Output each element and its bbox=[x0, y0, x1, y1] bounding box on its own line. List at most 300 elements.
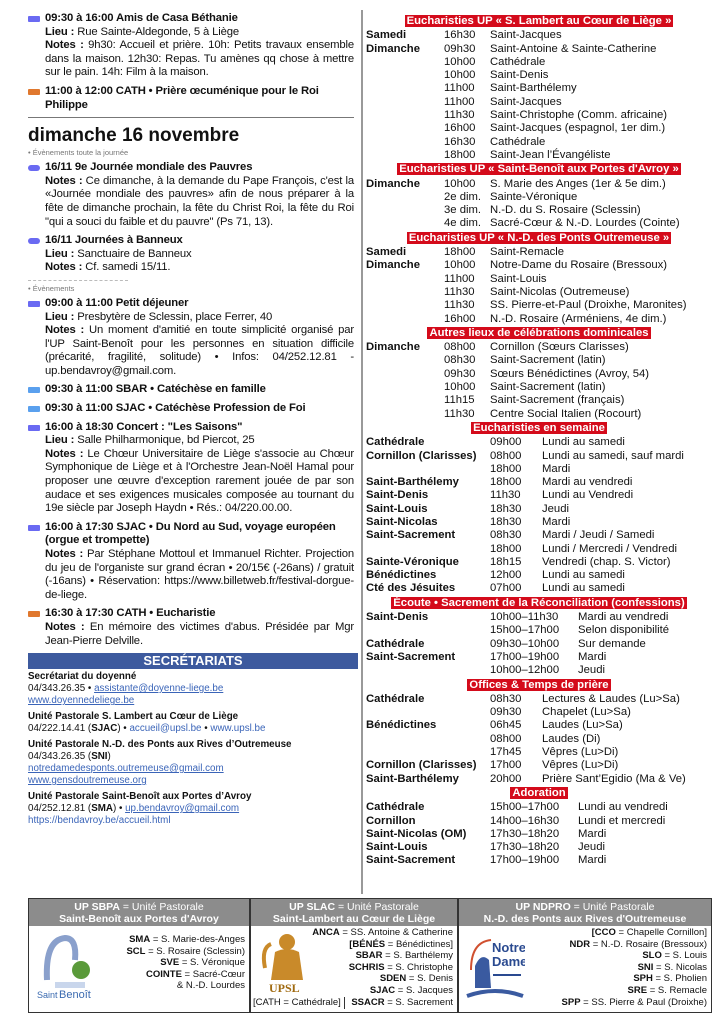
schedule-row bbox=[366, 693, 712, 706]
schedule-place: Bénédictines bbox=[366, 569, 437, 582]
abbr-meaning: = S. Barthélemy bbox=[382, 950, 453, 962]
detail-text: Presbytère de Sclessin, place Ferrer, 40 bbox=[74, 310, 273, 323]
abbr-meaning: = S. Nicolas bbox=[653, 961, 707, 973]
legend-item bbox=[562, 939, 707, 951]
detail-label: Lieu : bbox=[45, 25, 75, 38]
schedule-row bbox=[366, 638, 712, 651]
schedule-time: 09h00 bbox=[490, 436, 522, 449]
calendar-color-marker bbox=[28, 89, 40, 95]
event-title: 09:30 à 16:00 Amis de Casa Béthanie bbox=[45, 12, 238, 24]
schedule-time: 18h30 bbox=[490, 515, 522, 528]
legend-box bbox=[28, 898, 250, 1013]
schedule-row bbox=[366, 706, 712, 719]
schedule-header bbox=[366, 232, 712, 245]
schedule-time: 16h00 bbox=[444, 312, 476, 325]
abbr-meaning: = SS. Pierre & Paul (Droixhe) bbox=[580, 996, 707, 1008]
event-detail bbox=[45, 548, 354, 602]
legend-item bbox=[126, 969, 245, 981]
legend-abbr: UP SLAC bbox=[289, 901, 336, 913]
contact-link[interactable]: www.doyennedeliege.be bbox=[28, 695, 135, 707]
schedule-detail: Saint-Sacrement (latin) bbox=[490, 381, 606, 394]
schedule-place: Cathédrale bbox=[366, 692, 425, 705]
abbr-code: SPP bbox=[561, 996, 581, 1008]
detail-label: Lieu : bbox=[45, 310, 75, 323]
legend-box bbox=[458, 898, 712, 1013]
schedule-row bbox=[366, 109, 712, 122]
contact-link[interactable]: https://bendavroy.be/accueil.html bbox=[28, 815, 171, 827]
schedule-row bbox=[366, 354, 712, 367]
schedule-time: 10h00–12h00 bbox=[490, 664, 560, 677]
event-detail bbox=[45, 434, 354, 448]
schedule-place bbox=[366, 204, 444, 217]
agenda-column bbox=[28, 12, 354, 831]
schedule-detail: Saint-Nicolas (Outremeuse) bbox=[490, 285, 630, 298]
schedule-time: 15h00–17h00 bbox=[490, 624, 560, 637]
schedule-place bbox=[366, 706, 490, 719]
legend-item bbox=[126, 934, 245, 946]
schedule-row bbox=[366, 56, 712, 69]
event-title: 16:30 à 17:30 CATH • Eucharistie bbox=[45, 607, 216, 620]
abbr-meaning: = S. Rosaire (Sclessin) bbox=[145, 945, 245, 957]
schedule-time: 08h30 bbox=[444, 354, 476, 367]
schedule-detail: N.-D. Rosaire (Arméniens, 4e dim.) bbox=[490, 312, 667, 325]
schedule-place bbox=[366, 96, 444, 109]
abbr-code: SDEN bbox=[379, 973, 407, 985]
schedule-detail: SS. Pierre-et-Paul (Droixhe, Maronites) bbox=[490, 299, 687, 312]
schedule-time: 10h00 bbox=[444, 381, 476, 394]
detail-label: Lieu : bbox=[45, 247, 75, 260]
secretariat-heading: Secrétariat du doyenné bbox=[28, 671, 137, 683]
schedule-time: 09h30 bbox=[444, 42, 476, 55]
event-item[interactable] bbox=[28, 12, 354, 80]
schedule-section bbox=[366, 787, 712, 868]
detail-text: Sanctuaire de Banneux bbox=[74, 247, 192, 260]
schedule-row bbox=[366, 841, 712, 854]
event-item[interactable] bbox=[28, 85, 354, 112]
legend-extra: [CATH = Cathédrale] bbox=[253, 997, 345, 1009]
event-title: 09:00 à 11:00 Petit déjeuner bbox=[45, 296, 189, 309]
schedule-place: Bénédictines bbox=[366, 719, 437, 732]
divider bbox=[28, 117, 354, 118]
schedule-place: Dimanche bbox=[366, 42, 420, 55]
event-item[interactable] bbox=[28, 421, 354, 516]
schedule-detail: Chapelet (Lu>Sa) bbox=[542, 706, 631, 719]
schedule-place bbox=[366, 313, 444, 326]
schedule-row bbox=[366, 394, 712, 407]
schedule-detail: Mardi bbox=[578, 650, 607, 663]
schedule-time: 08h00 bbox=[490, 732, 522, 745]
contact-line bbox=[28, 695, 354, 707]
schedule-row bbox=[366, 381, 712, 394]
abbr-meaning: = S. Pholien bbox=[652, 973, 707, 985]
secretariat-block bbox=[28, 739, 354, 787]
secretariat-block bbox=[28, 791, 354, 827]
schedule-time: 17h30–18h20 bbox=[490, 827, 560, 840]
schedule-place bbox=[366, 122, 444, 135]
schedule-place: Cornillon bbox=[366, 814, 416, 827]
contact-link[interactable]: assistante@doyenne-liege.be bbox=[94, 683, 224, 695]
schedule-time: 10h00–11h30 bbox=[490, 611, 559, 624]
schedule-row bbox=[366, 204, 712, 217]
legend-item bbox=[312, 985, 453, 997]
schedule-detail: Lectures & Laudes (Lu>Sa) bbox=[542, 692, 680, 705]
svg-text:Benoît: Benoît bbox=[59, 989, 91, 1001]
contact-text: ) • bbox=[112, 803, 126, 815]
legend-name: N.-D. des Ponts aux Rives d'Outremeuse bbox=[483, 913, 687, 925]
schedule-time: 11h15 bbox=[444, 394, 475, 407]
schedule-time: 08h00 bbox=[444, 341, 476, 354]
contact-link[interactable]: up.bendavroy@gmail.com bbox=[125, 803, 240, 815]
schedule-row bbox=[366, 450, 712, 463]
schedule-row bbox=[366, 43, 712, 56]
event-list bbox=[28, 12, 354, 112]
schedule-row bbox=[366, 746, 712, 759]
schedule-detail: Saint-Sacrement (français) bbox=[490, 394, 625, 407]
schedule-time: 10h00 bbox=[444, 55, 476, 68]
schedule-time: 16h00 bbox=[444, 122, 476, 135]
schedules-column bbox=[366, 14, 712, 869]
event-detail bbox=[45, 261, 354, 275]
contact-line bbox=[28, 815, 354, 827]
schedule-time: 14h00–16h30 bbox=[490, 814, 560, 827]
contact-line bbox=[28, 775, 354, 787]
legend-item bbox=[562, 985, 707, 997]
legend-item bbox=[126, 980, 245, 992]
schedule-detail: Lundi au Vendredi bbox=[542, 489, 634, 502]
detail-text: En mémoire des victimes d'abus. Présidée par Mgr Jean-Pierre Delville. bbox=[45, 620, 354, 647]
abbr-code: SBAR bbox=[355, 950, 383, 962]
schedule-detail: Lundi / Mercredi / Vendredi bbox=[542, 542, 678, 555]
unit-logo bbox=[257, 930, 317, 994]
schedule-place: Cornillon (Clarisses) bbox=[366, 449, 477, 462]
schedule-detail: Saint-Jacques bbox=[490, 95, 562, 108]
schedule-place bbox=[366, 354, 444, 367]
abbr-code: COINTE bbox=[146, 968, 182, 980]
calendar-color-marker bbox=[28, 387, 40, 393]
schedule-detail: Saint-Jacques bbox=[490, 29, 562, 42]
detail-label: Notes : bbox=[45, 174, 83, 187]
divider bbox=[28, 280, 128, 281]
detail-text: 9h30: Accueil et prière. 10h: Petits travaux ensemble dans la maison. 12h30: Repas. Tu amènes qq chose à mettre sur le pain. 14h: Film à la maison. bbox=[45, 39, 354, 79]
schedule-time: 11h30 bbox=[444, 285, 475, 298]
event-detail bbox=[45, 175, 354, 229]
detail-label: Notes : bbox=[45, 548, 84, 560]
schedule-time: 11h00 bbox=[444, 272, 475, 285]
legend-item bbox=[312, 939, 453, 951]
schedule-section bbox=[366, 15, 712, 162]
abbr-code: SMA bbox=[129, 934, 151, 945]
schedule-detail: Cathédrale bbox=[490, 55, 546, 68]
schedule-row bbox=[366, 273, 712, 286]
schedule-detail: Cathédrale bbox=[490, 135, 546, 148]
legend-body bbox=[251, 926, 457, 1012]
schedule-row bbox=[366, 463, 712, 476]
schedule-row bbox=[366, 122, 712, 135]
legend-abbr: UP SBPA bbox=[74, 901, 120, 913]
schedule-row bbox=[366, 582, 712, 595]
legend-item bbox=[312, 927, 453, 939]
schedule-header bbox=[366, 597, 712, 610]
contact-code: SMA bbox=[91, 803, 113, 815]
schedule-time: 11h00 bbox=[444, 95, 475, 108]
contact-text: ) • bbox=[117, 723, 130, 735]
calendar-color-marker bbox=[28, 611, 40, 617]
abbr-code: SCHRIS bbox=[348, 961, 385, 973]
schedule-detail: Vendredi (chap. S. Victor) bbox=[542, 555, 671, 568]
detail-label: Notes : bbox=[45, 447, 84, 460]
abbr-meaning: = S. Denis bbox=[406, 973, 453, 985]
events-label: • Évènements bbox=[28, 283, 75, 293]
schedule-time: 06h45 bbox=[490, 719, 522, 732]
schedule-place bbox=[366, 299, 444, 312]
schedule-time: 11h30 bbox=[444, 109, 475, 122]
schedule-row bbox=[366, 69, 712, 82]
event-list bbox=[28, 297, 354, 648]
schedule-place bbox=[366, 82, 444, 95]
legend-items bbox=[126, 934, 245, 992]
detail-text: Le Chœur Universitaire de Liège s'associe au Chœur Symphonique de Liège et à l'Orchestre Jean-Noël Hamal pour proposer une œuvre d'exception rarement jouée de par son audace et ses exigences musicales composée au tournant du 19e siècle par Joseph Haydn • Rés.: 04/220.00.00. bbox=[45, 447, 354, 515]
contact-link[interactable]: notredamedesponts.outremeuse@gmail.com bbox=[28, 763, 224, 775]
schedule-row bbox=[366, 136, 712, 149]
schedule-row bbox=[366, 815, 712, 828]
legend-item bbox=[312, 962, 453, 974]
schedule-time: 3e dim. bbox=[444, 204, 482, 217]
detail-label: Notes : bbox=[45, 261, 83, 274]
legend-body bbox=[29, 926, 249, 1012]
legend-name: Saint-Lambert au Cœur de Liège bbox=[272, 913, 436, 925]
schedule-place bbox=[366, 408, 444, 421]
unit-logo bbox=[465, 930, 525, 994]
contact-text: 04/343.26.35 ( bbox=[28, 751, 92, 763]
schedule-row bbox=[366, 149, 712, 162]
schedule-row bbox=[366, 828, 712, 841]
schedule-place bbox=[366, 624, 490, 637]
event-title: 16/11 Journées à Banneux bbox=[45, 234, 183, 247]
schedule-time: 17h00–19h00 bbox=[490, 854, 560, 867]
schedule-place: Cté des Jésuites bbox=[366, 582, 456, 595]
event-title: 16/11 9e Journée mondiale des Pauvres bbox=[45, 161, 253, 174]
event-title: 16:00 à 17:30 SJAC • Du Nord au Sud, voyage européen (orgue et trompette) bbox=[45, 520, 336, 547]
schedule-place bbox=[366, 286, 444, 299]
legend-abbr: UP NDPRO bbox=[515, 901, 571, 913]
schedule-place: Saint-Nicolas (OM) bbox=[366, 827, 467, 840]
calendar-color-marker bbox=[28, 301, 40, 307]
schedule-place bbox=[366, 191, 444, 204]
schedule-detail: Jeudi bbox=[542, 502, 570, 515]
event-item[interactable] bbox=[28, 521, 354, 603]
contact-text: ) bbox=[107, 751, 111, 763]
event-item[interactable] bbox=[28, 607, 354, 648]
schedule-row bbox=[366, 516, 712, 529]
schedule-place bbox=[366, 543, 490, 556]
contact-line bbox=[28, 751, 354, 763]
schedule-detail: Saint-Jean l’Évangéliste bbox=[490, 148, 611, 161]
event-item[interactable] bbox=[28, 297, 354, 379]
schedule-row bbox=[366, 801, 712, 814]
abbr-meaning: = Chapelle Cornillon] bbox=[615, 927, 707, 938]
schedule-title: Eucharisties en semaine bbox=[473, 421, 605, 434]
legend-item bbox=[312, 973, 453, 985]
schedule-row bbox=[366, 611, 712, 624]
schedule-row bbox=[366, 489, 712, 502]
schedule-place bbox=[366, 733, 490, 746]
schedule-time: 15h00–17h00 bbox=[490, 801, 560, 814]
schedule-row bbox=[366, 436, 712, 449]
schedule-row bbox=[366, 368, 712, 381]
abbr-meaning: = S. Marie-des-Anges bbox=[150, 934, 245, 945]
schedule-place bbox=[366, 463, 490, 476]
schedule-time: 11h00 bbox=[444, 82, 475, 95]
legend-item bbox=[126, 957, 245, 969]
legend-header bbox=[459, 899, 711, 926]
event-detail bbox=[45, 26, 354, 40]
contact-text: 04/252.12.81 ( bbox=[28, 803, 92, 815]
schedule-time: 08h30 bbox=[490, 692, 522, 705]
schedule-place bbox=[366, 217, 444, 230]
legend-eq: = Unité Pastorale bbox=[335, 901, 419, 913]
schedule-detail: Saint-Jacques (espagnol, 1er dim.) bbox=[490, 122, 666, 135]
schedule-section bbox=[366, 327, 712, 421]
legend-item bbox=[562, 950, 707, 962]
detail-text: Par Stéphane Mottoul et Immanuel Richter. Projection du jeu de l'organiste sur grand écran • 20/15€ (-26ans) / gratuit (-16ans) • Réservation: https://www.billetweb.fr/festival-dorgue-de-liege. bbox=[45, 548, 354, 601]
unit-logo bbox=[35, 930, 95, 1001]
schedule-time: 11h30 bbox=[444, 299, 475, 312]
schedule-place: Samedi bbox=[366, 246, 407, 259]
schedule-place bbox=[366, 136, 444, 149]
secretariat-block bbox=[28, 711, 354, 735]
schedule-place: Dimanche bbox=[366, 259, 420, 272]
abbr-code: SRE bbox=[627, 984, 648, 996]
abbr-code: SJAC bbox=[369, 984, 396, 996]
contact-link[interactable]: accueil@upsl.be bbox=[129, 723, 202, 735]
detail-text: Un moment d'amitié en toute simplicité organisé par l'UP Saint-Benoît pour les personnes en situation difficile (précarité, fragilité, solitude) • Infos: 04/252.12.81 - up.bendavroy@gmail.com. bbox=[45, 324, 354, 377]
event-title: 11:00 à 12:00 CATH • Prière œcuménique pour le Roi Philippe bbox=[45, 84, 319, 111]
schedule-place: Saint-Sacrement bbox=[366, 854, 456, 867]
schedule-row bbox=[366, 96, 712, 109]
schedule-section bbox=[366, 679, 712, 786]
schedule-detail: Lundi au samedi bbox=[542, 436, 625, 449]
contact-link[interactable]: www.gensdoutremeuse.org bbox=[28, 775, 147, 787]
detail-label: Notes : bbox=[45, 620, 85, 633]
schedule-section bbox=[366, 163, 712, 230]
schedule-title: Offices & Temps de prière bbox=[469, 678, 609, 691]
detail-label: Notes : bbox=[45, 39, 84, 52]
schedule-place: Cornillon (Clarisses) bbox=[366, 759, 477, 772]
event-item[interactable] bbox=[28, 234, 354, 275]
column-divider bbox=[361, 10, 363, 894]
event-item[interactable] bbox=[28, 161, 354, 229]
schedule-place: Saint-Denis bbox=[366, 489, 429, 502]
schedule-row bbox=[366, 733, 712, 746]
abbr-meaning: = S. Louis bbox=[661, 950, 707, 962]
schedule-place bbox=[366, 746, 490, 759]
abbr-meaning: = S. Remacle bbox=[647, 984, 707, 996]
abbr-meaning: = S. Véronique bbox=[179, 957, 245, 969]
legend-item bbox=[126, 946, 245, 958]
schedule-detail: Lundi au vendredi bbox=[578, 801, 668, 814]
schedule-row bbox=[366, 259, 712, 272]
schedule-detail: Saint-Denis bbox=[490, 69, 549, 82]
schedule-time: 20h00 bbox=[490, 772, 522, 785]
schedule-time: 11h30 bbox=[490, 489, 521, 502]
schedule-time: 12h00 bbox=[490, 569, 522, 582]
event-detail bbox=[45, 39, 354, 80]
schedule-detail: Laudes (Di) bbox=[542, 732, 601, 745]
svg-text:UPSL: UPSL bbox=[269, 981, 300, 994]
schedule-row bbox=[366, 651, 712, 664]
schedule-place: Saint-Nicolas bbox=[366, 515, 438, 528]
schedule-section bbox=[366, 232, 712, 326]
schedule-time: 18h15 bbox=[490, 555, 522, 568]
schedule-time: 16h30 bbox=[444, 135, 476, 148]
schedule-detail: Mardi bbox=[542, 515, 571, 528]
legend-item bbox=[562, 962, 707, 974]
abbr-code: ANCA bbox=[312, 927, 340, 938]
schedule-row bbox=[366, 178, 712, 191]
schedule-detail: Saint-Antoine & Sainte-Catherine bbox=[490, 42, 657, 55]
event-title: 09:30 à 11:00 SBAR • Catéchèse en famille bbox=[45, 383, 266, 396]
abbr-code: SSACR bbox=[351, 996, 385, 1008]
schedule-header bbox=[366, 679, 712, 692]
schedule-detail: Mardi bbox=[542, 462, 571, 475]
schedule-row bbox=[366, 556, 712, 569]
schedule-title: Eucharisties UP « Saint-Benoît aux Portes d'Avroy » bbox=[399, 163, 679, 176]
schedule-detail: Mardi au vendredi bbox=[542, 476, 633, 489]
schedule-row bbox=[366, 246, 712, 259]
schedule-section bbox=[366, 597, 712, 678]
schedule-time: 10h00 bbox=[444, 69, 476, 82]
detail-text: Ce dimanche, à la demande du Pape François, c'est la «Journée mondiale des pauvres» afin de nous préparer à la fête de dimanche prochain, la fête du Christ Roi, la fête du Roi "qui a souci du faible et du pauvre" (Ps 71, 13). bbox=[45, 174, 354, 228]
schedule-section bbox=[366, 422, 712, 596]
schedule-detail: Centre Social Italien (Rocourt) bbox=[490, 407, 642, 420]
schedule-detail: Saint-Christophe (Comm. africaine) bbox=[490, 109, 668, 122]
event-item[interactable] bbox=[28, 383, 354, 397]
schedule-detail: Cornillon (Sœurs Clarisses) bbox=[490, 341, 629, 354]
schedule-row bbox=[366, 191, 712, 204]
abbr-meaning: & N.-D. Lourdes bbox=[176, 980, 245, 992]
contact-link[interactable]: www.upsl.be bbox=[210, 723, 266, 735]
contact-code: SJAC bbox=[91, 723, 118, 735]
abbr-meaning: = Bénédictines] bbox=[385, 938, 453, 950]
schedule-row bbox=[366, 82, 712, 95]
schedule-time: 18h00 bbox=[490, 462, 522, 475]
schedule-detail: Vêpres (Lu>Di) bbox=[542, 746, 619, 759]
contact-text: • bbox=[201, 723, 211, 735]
schedule-detail: Lundi au samedi bbox=[542, 582, 625, 595]
schedule-time: 09h30–10h00 bbox=[490, 637, 560, 650]
schedule-place: Saint-Sacrement bbox=[366, 529, 456, 542]
calendar-color-marker bbox=[28, 165, 40, 171]
schedule-detail: Sacré-Cœur & N.-D. Lourdes (Cointe) bbox=[490, 217, 680, 230]
detail-text: Rue Sainte-Aldegonde, 5 à Liège bbox=[74, 25, 240, 38]
schedule-time: 09h30 bbox=[444, 367, 476, 380]
schedule-detail: Jeudi bbox=[578, 664, 606, 677]
event-item[interactable] bbox=[28, 402, 354, 416]
legend-item bbox=[562, 997, 707, 1009]
schedule-title: Autres lieux de célébrations dominicales bbox=[429, 326, 649, 339]
legend-item bbox=[562, 973, 707, 985]
schedule-time: 10h00 bbox=[444, 259, 476, 272]
schedule-place: Saint-Louis bbox=[366, 502, 428, 515]
event-title: 09:30 à 11:00 SJAC • Catéchèse Profession de Foi bbox=[45, 402, 306, 415]
detail-label: Lieu : bbox=[45, 434, 75, 447]
svg-text:Saint: Saint bbox=[37, 990, 58, 1000]
schedule-row bbox=[366, 529, 712, 542]
legend-box bbox=[250, 898, 458, 1013]
schedule-detail: Laudes (Lu>Sa) bbox=[542, 719, 623, 732]
schedule-row bbox=[366, 299, 712, 312]
schedule-detail: Saint-Remacle bbox=[490, 246, 565, 259]
